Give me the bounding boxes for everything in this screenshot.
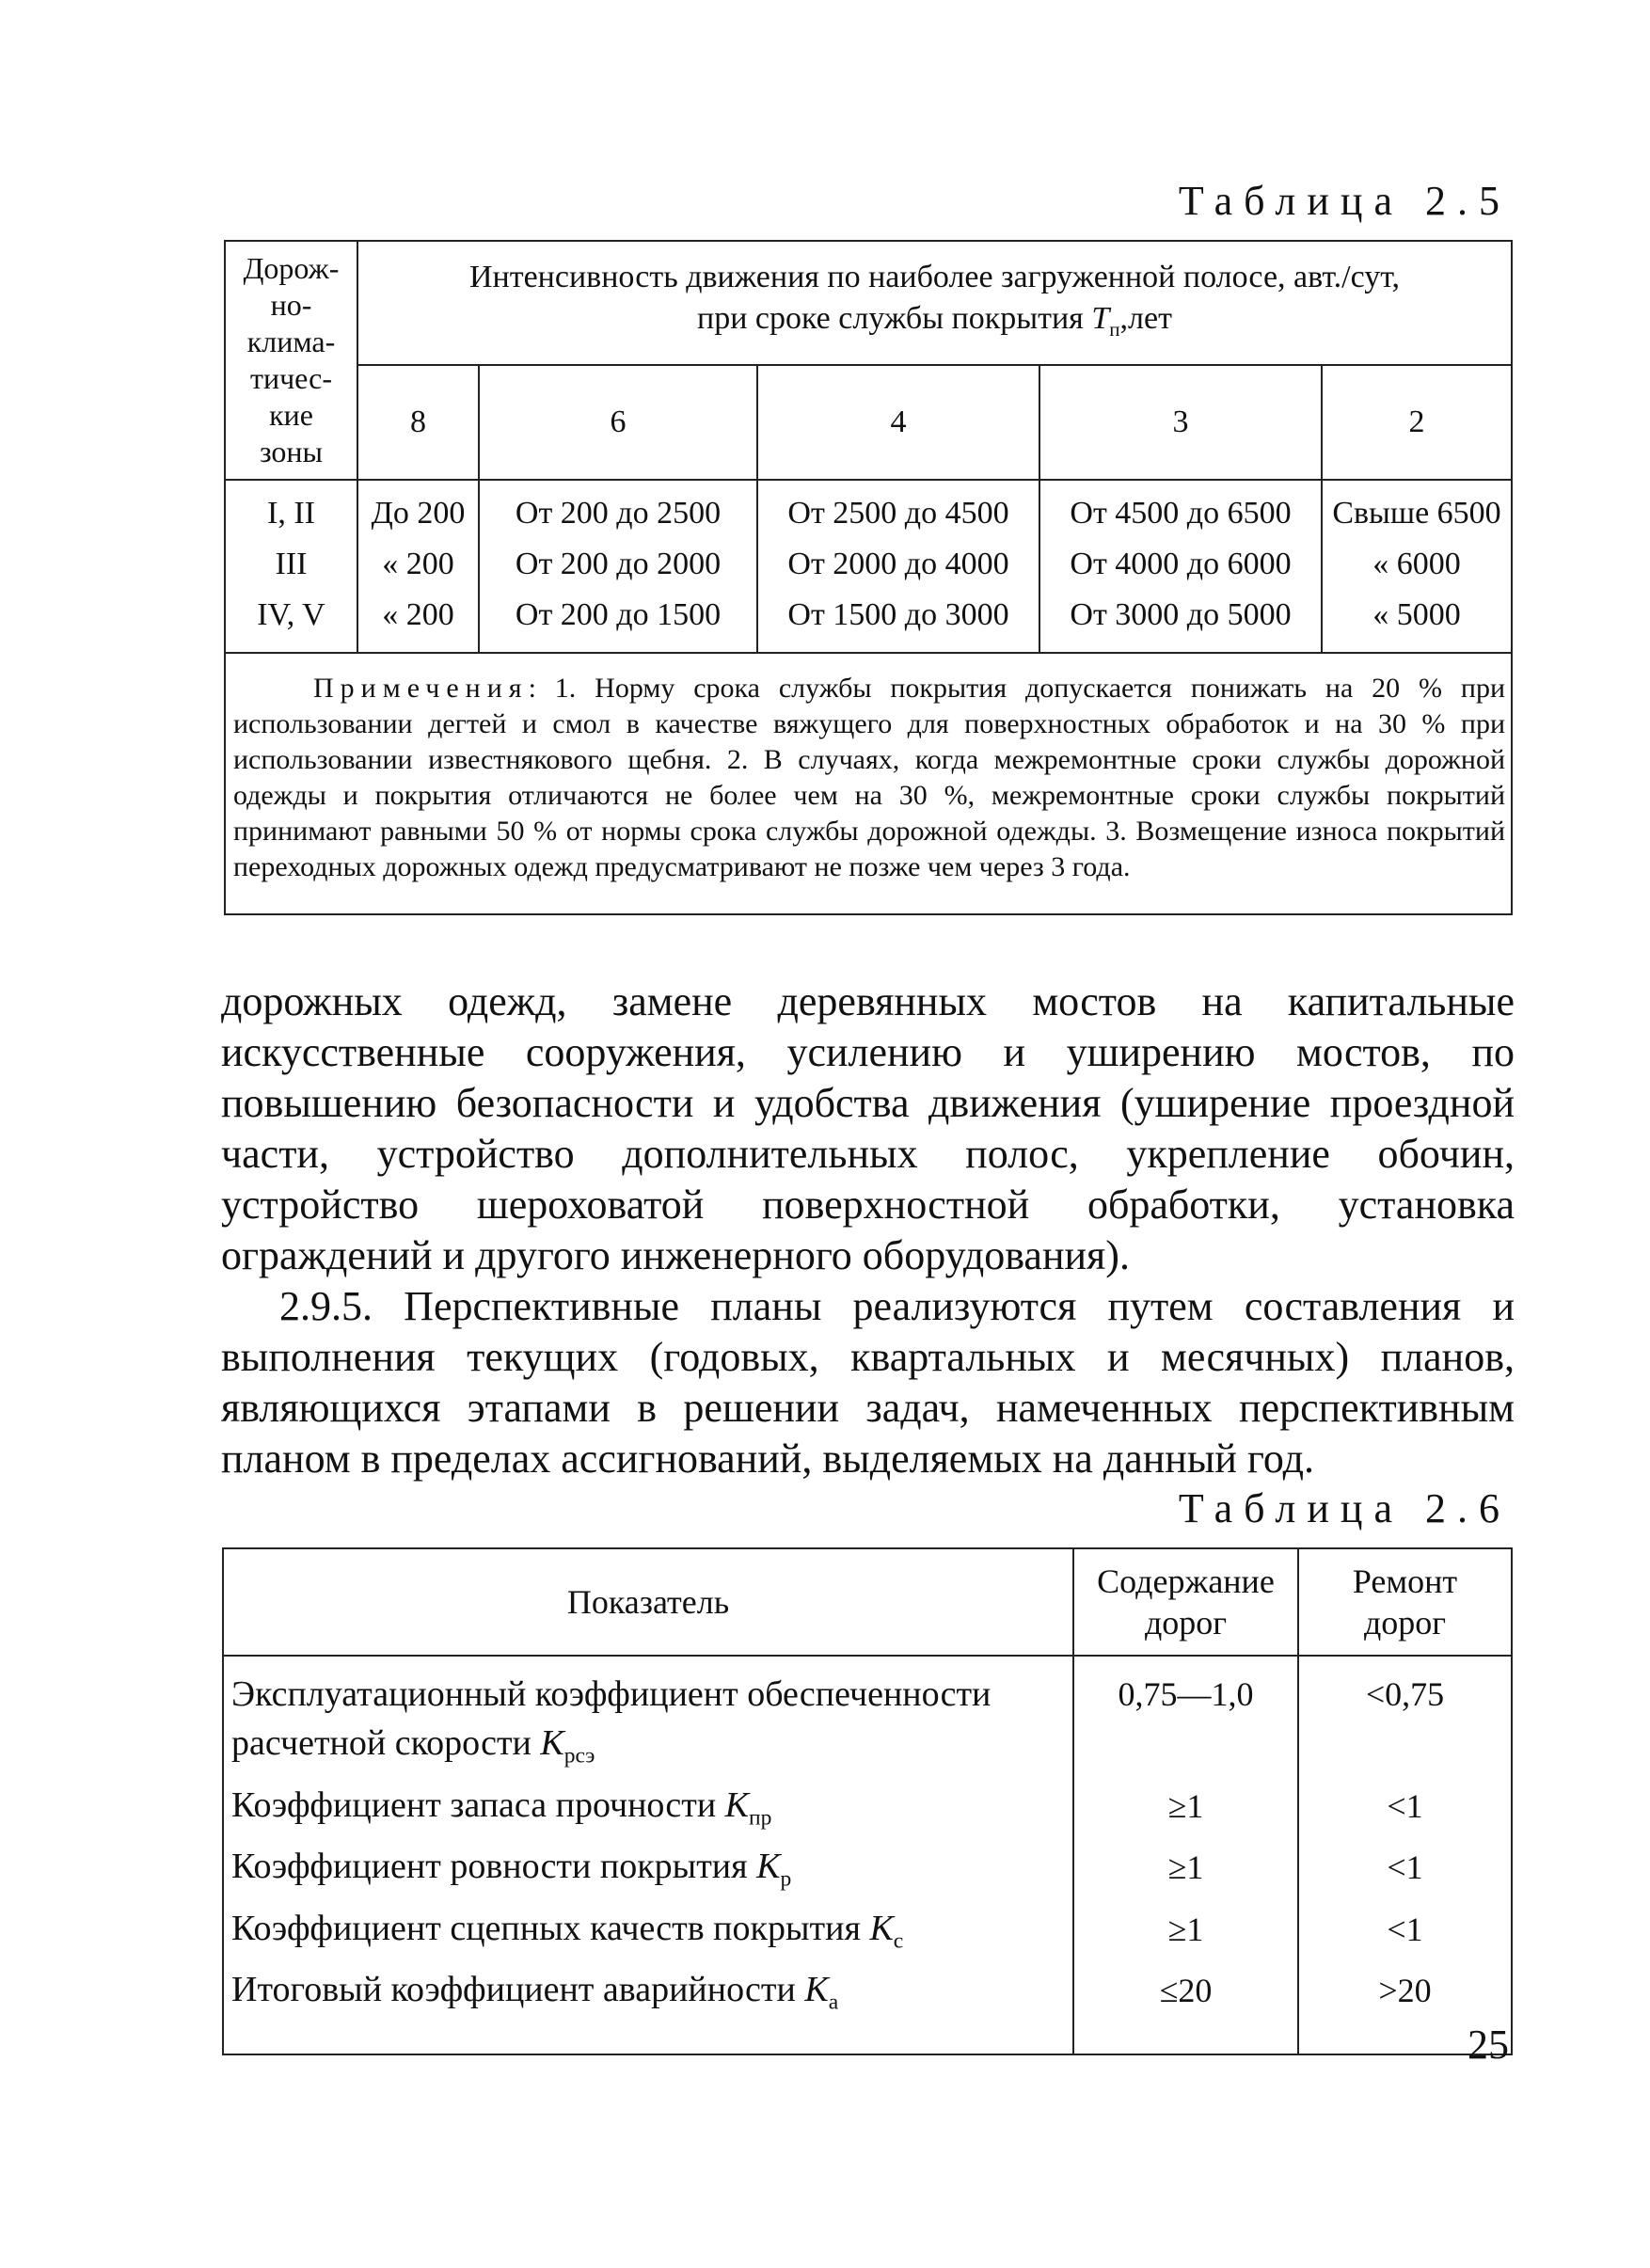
- indicator-name: Коэффициент запаса прочности: [231, 1784, 725, 1825]
- zone-cell: IV, V: [225, 590, 357, 653]
- repair-cell: <0,75: [1298, 1656, 1512, 1781]
- indicator-cell: [223, 1842, 1073, 1904]
- indicator-symbol-sub: пр: [749, 1805, 772, 1831]
- table-notes: [225, 653, 1512, 914]
- indicator-symbol-sub: р: [780, 1866, 792, 1892]
- table-row: [223, 1904, 1512, 1966]
- page-number: 25: [1468, 2022, 1509, 2068]
- indicator-symbol: K: [869, 1908, 894, 1948]
- repair-cell: <1: [1298, 1842, 1512, 1904]
- maintenance-header: Содержание дорог: [1073, 1548, 1298, 1656]
- value-cell: « 6000: [1322, 539, 1512, 590]
- indicator-symbol-sub: с: [893, 1928, 904, 1954]
- value-cell: От 3000 до 5000: [1039, 590, 1322, 653]
- notes-row: [225, 653, 1512, 914]
- repair-cell: <1: [1298, 1781, 1512, 1843]
- table-row: [225, 480, 1512, 539]
- body-text: [221, 976, 1515, 1484]
- maintenance-cell: ≤20: [1073, 1965, 1298, 2054]
- value-cell: От 200 до 2500: [479, 480, 757, 539]
- year-header: 6: [479, 365, 757, 480]
- repair-cell: <1: [1298, 1904, 1512, 1966]
- table-caption: Таблица 2.6: [1178, 1485, 1511, 1531]
- repair-header: Ремонт дорог: [1298, 1548, 1512, 1656]
- indicators-table: [222, 1547, 1513, 2055]
- intensity-symbol-sub: п: [1109, 317, 1120, 341]
- intensity-symbol: T: [1091, 300, 1110, 336]
- table-row: [223, 1965, 1512, 2054]
- intensity-header-line-1: Интенсивность движения по наиболее загруженной полосе, авт./сут,: [468, 259, 1401, 294]
- indicator-name: Эксплуатационный коэффициент обеспеченности расчетной скорости: [231, 1674, 992, 1763]
- value-cell: От 4500 до 6500: [1039, 480, 1322, 539]
- notes-text: : 1. Норму срока службы покрытия допускается понижать на 20 % при использовании дегтей и смол в качестве вяжущего для поверхностных обработок и на 30 % при использовании известнякового щебня. 2. В случаях, когда межремонтные сроки службы дорожной одежды и покрытия отличаются не более чем на 30 %, межремонтные сроки службы покрытий принимают равными 50 % от нормы срока службы дорожной одежды. 3. Возмещение износа покрытий переходных дорожных одежд предусматривают не позже чем через 3 года.: [233, 673, 1505, 882]
- table-row: [223, 1842, 1512, 1904]
- indicator-cell: [223, 1965, 1073, 2054]
- notes-label: Примечения: [313, 673, 529, 704]
- value-cell: До 200: [357, 480, 479, 539]
- indicator-symbol: K: [724, 1784, 750, 1825]
- value-cell: « 200: [357, 590, 479, 653]
- year-header: 8: [357, 365, 479, 480]
- zones-header: Дорож- но- клима- тичес- кие зоны: [225, 241, 357, 480]
- year-header: 2: [1322, 365, 1512, 480]
- value-cell: Свыше 6500: [1322, 480, 1512, 539]
- maintenance-cell: 0,75—1,0: [1073, 1656, 1298, 1781]
- indicator-cell: [223, 1656, 1073, 1781]
- value-cell: От 2500 до 4500: [757, 480, 1039, 539]
- paragraph: 2.9.5. Перспективные планы реализуются путем составления и выполнения текущих (годовых, квартальных и месячных) планов, являющихся этапами в решении задач, намеченных перспективным планом в пределах ассигнований, выделяемых на данный год.: [221, 1283, 1515, 1482]
- zone-cell: I, II: [225, 480, 357, 539]
- repair-cell: >20: [1298, 1965, 1512, 2054]
- indicator-symbol-sub: рсэ: [563, 1743, 595, 1768]
- value-cell: От 4000 до 6000: [1039, 539, 1322, 590]
- indicator-name: Коэффициент ровности покрытия: [231, 1847, 757, 1887]
- table-row: [223, 1781, 1512, 1843]
- table-row: [223, 1656, 1512, 1781]
- indicator-symbol: K: [540, 1723, 564, 1763]
- intensity-header: [357, 241, 1512, 365]
- indicator-symbol: K: [756, 1847, 781, 1887]
- value-cell: От 2000 до 4000: [757, 539, 1039, 590]
- intensity-table: [224, 240, 1513, 915]
- indicator-cell: [223, 1904, 1073, 1966]
- indicator-name: Коэффициент сцепных качеств покрытия: [231, 1908, 870, 1948]
- table-row: [225, 590, 1512, 653]
- indicator-symbol: K: [804, 1970, 829, 2010]
- value-cell: От 200 до 1500: [479, 590, 757, 653]
- maintenance-cell: ≥1: [1073, 1904, 1298, 1966]
- maintenance-cell: ≥1: [1073, 1781, 1298, 1843]
- zone-cell: III: [225, 539, 357, 590]
- indicator-name: Итоговый коэффициент аварийности: [231, 1970, 805, 2010]
- value-cell: От 200 до 2000: [479, 539, 757, 590]
- table-row: [225, 539, 1512, 590]
- year-header: 4: [757, 365, 1039, 480]
- value-cell: « 5000: [1322, 590, 1512, 653]
- table-caption: Таблица 2.5: [1178, 178, 1511, 224]
- paragraph: дорожных одежд, замене деревянных мостов на капитальные искусственные сооружения, усилению и уширению мостов, по повышению безопасности и удобства движения (уширение проездной части, устройство дополнительных полос, укрепление обочин, устройство шероховатой поверхностной обработки, установка ограждений и другого инженерного оборудования).: [221, 978, 1515, 1278]
- value-cell: « 200: [357, 539, 479, 590]
- year-header: 3: [1039, 365, 1322, 480]
- indicator-header: Показатель: [223, 1548, 1073, 1656]
- intensity-header-suffix: ,лет: [1119, 300, 1172, 336]
- indicator-cell: [223, 1781, 1073, 1843]
- value-cell: От 1500 до 3000: [757, 590, 1039, 653]
- intensity-header-line-2: при сроке службы покрытия: [697, 300, 1092, 336]
- maintenance-cell: ≥1: [1073, 1842, 1298, 1904]
- indicator-symbol-sub: а: [828, 1990, 839, 2015]
